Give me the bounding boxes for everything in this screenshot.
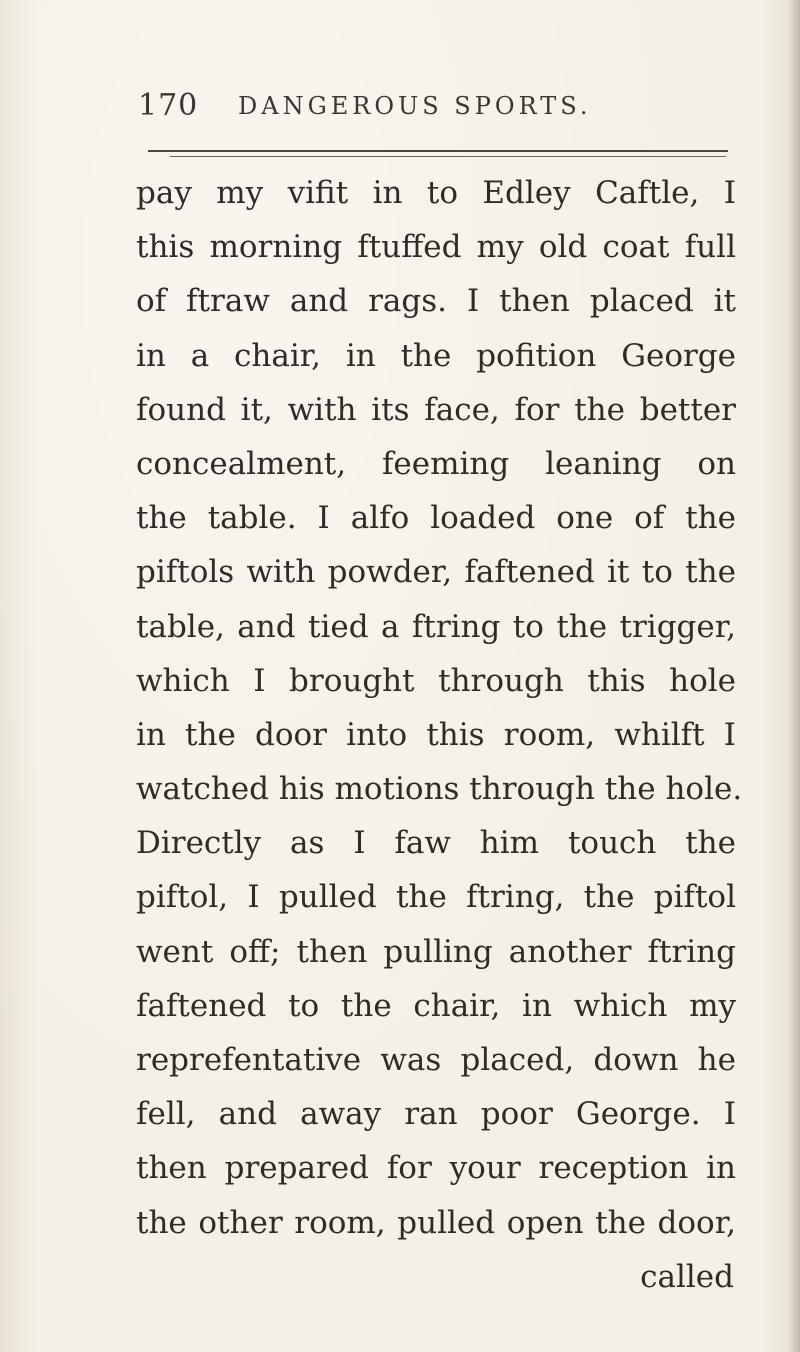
text-line: in the door into this room, whilft I <box>136 716 736 753</box>
text-line: this morning ftuffed my old coat full <box>136 229 736 266</box>
catchword: called <box>640 1258 734 1295</box>
text-line: watched his motions through the hole. <box>136 771 743 808</box>
text-line: fell, and away ran poor George. I <box>136 1096 736 1133</box>
text-line: reprefentative was placed, down he <box>136 1042 736 1078</box>
page-number: 170 <box>138 88 199 123</box>
text-line: which I brought through this hole <box>136 662 736 699</box>
text-line: the table. I alfo loaded one of the <box>136 500 736 537</box>
text-line: in a chair, in the pofition George <box>136 337 736 374</box>
text-line: piftol, I pulled the ftring, the piftol <box>136 879 736 916</box>
text-line: faftened to the chair, in which my <box>136 987 736 1024</box>
text-line: the other room, pulled open the door, <box>136 1204 736 1241</box>
text-line: went off; then pulling another ftring <box>136 933 736 970</box>
text-line: concealment, feeming leaning on <box>136 445 736 482</box>
text-line: found it, with its face, for the better <box>136 391 736 428</box>
header-rule <box>148 150 728 152</box>
running-head <box>138 88 738 128</box>
body-text <box>136 166 743 1304</box>
running-title: DANGEROUS SPORTS. <box>238 92 592 120</box>
text-line: pay my vifit in to Edley Caftle, I <box>136 175 736 211</box>
text-line: table, and tied a ftring to the trigger, <box>136 608 736 645</box>
text-line: Directly as I faw him touch the <box>136 825 736 862</box>
header-rule-secondary <box>170 156 726 157</box>
page-edge-shadow <box>788 0 800 1352</box>
text-line: of ftraw and rags. I then placed it <box>136 283 736 320</box>
text-line: then prepared for your reception in <box>136 1150 736 1187</box>
text-line: piftols with powder, faftened it to the <box>136 554 736 591</box>
